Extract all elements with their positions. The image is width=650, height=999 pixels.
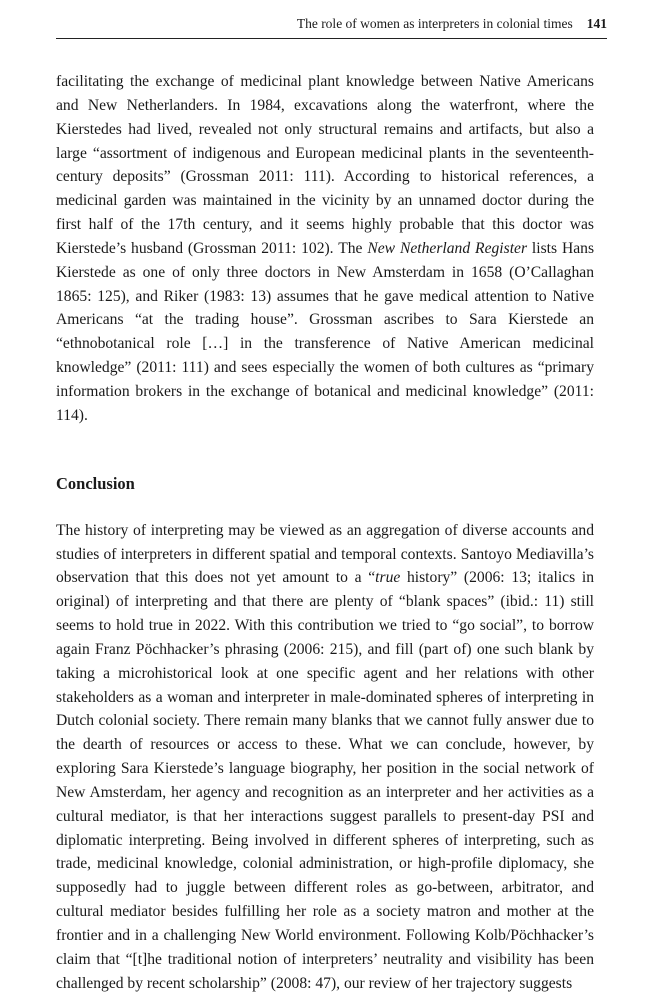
page-number: 141 [586, 16, 607, 31]
running-title: The role of women as interpreters in colonial times [296, 16, 573, 31]
paragraph-1-italic: New Netherland Register [367, 239, 528, 257]
paragraph-2-part-a: The history of interpreting may be viewed as an aggregation of diverse accounts and studies of interpreters in different spatial and temporal contexts. Santoyo Mediavilla’s observation that this does not yet amount to a “ [56, 521, 594, 587]
section-heading: Conclusion [56, 473, 135, 493]
paragraph-1-part-b: lists Hans Kierstede as one of only three doctors in New Amsterdam in 1658 (O’Callaghan 1865: 125), and Riker (1983: 13) assumes that he gave medical attention to Native Americans “at the trading house”. Grossman ascribes to Sara Kierstede an “ethnobotanical role […] in the transference of Native American medicinal knowledge” (2011: 111) and sees especially the women of both cultures as “primary information brokers in the exchange of botanical and medicinal knowledge” (2011: 114). [56, 239, 595, 424]
body-text [56, 70, 594, 996]
paragraph-2-part-b: history” (2006: 13; italics in original) of interpreting and that there are plenty of “blank spaces” (ibid.: 11) still seems to hold true in 2022. With this contribution we tried to “go social”, to borrow again Franz Pöchhacker’s phrasing (2006: 215), and fill (part of) one such blank by taking a microhistorical look at one specific agent and her relations with other stakeholders as a woman and interpreter in male-dominated spheres of interpreting in Dutch colonial society. There remain many blanks that we cannot fully answer due to the dearth of resources or access to these. What we can conclude, however, by exploring Sara Kierstede’s language biography, her position in the social network of New Amsterdam, her agency and recognition as an interpreter and her activities as a cultural mediator, is that her interactions suggest parallels to present-day PSI and diplomatic interpreting. Being involved in different spheres of interpreting, such as trade, medicinal knowledge, colonial administration, or high-profile diplomacy, she supposedly had to juggle between different roles as go-between, arbitrator, and cultural mediator besides fulfilling her role as a society matron and mother at the frontier and in a challenging New World environment. Following Kolb/Pöchhacker’s claim that “[t]he traditional notion of interpreters’ neutrality and visibility has been challenged by recent scholarship” (2008: 47), our review of her trajectory suggests [56, 569, 594, 992]
running-head [56, 14, 607, 39]
paragraph-1-part-a: facilitating the exchange of medicinal plant knowledge between Native Americans and New Netherlanders. In 1984, excavations along the waterfront, where the Kierstedes had lived, revealed not only structural remains and artifacts, but also a large “assortment of indigenous and European medicinal plants in the seventeenth-century deposits” (Grossman 2011: 111). According to historical references, a medicinal garden was maintained in the vicinity by an unnamed doctor during the first half of the 17th century, and it seems highly probable that this doctor was Kierstede’s husband (Grossman 2011: 102). The [56, 73, 594, 257]
paragraph-1 [56, 70, 594, 428]
paragraph-2-italic: true [375, 569, 401, 587]
paragraph-2 [56, 519, 594, 996]
